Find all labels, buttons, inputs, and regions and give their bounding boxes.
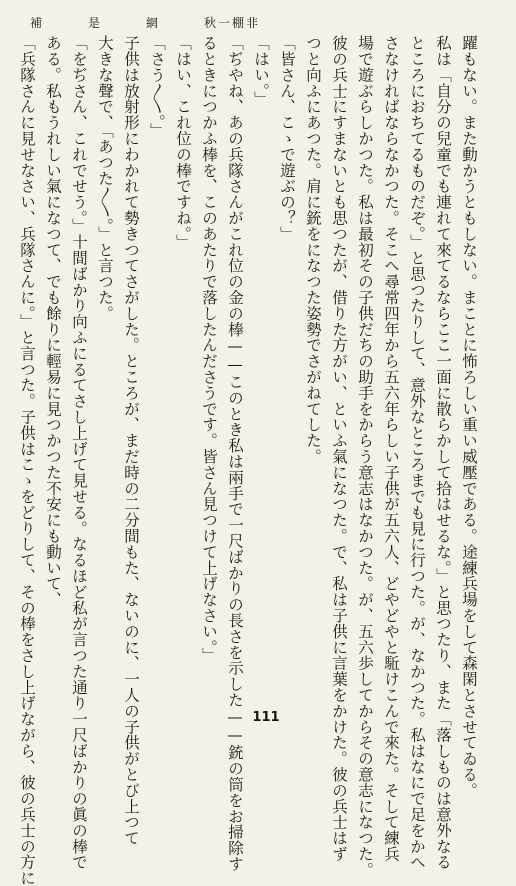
text-line: 「さう〳〵。」	[148, 35, 166, 139]
text-line: 私は「自分の兒童でも連れて來てるならここ一面に散らかして拾はせるな。」と思つたり、また「落しものは意外なる	[434, 35, 452, 870]
text-line: 「ぢやね、あの兵隊さんがこれ位の金の棒——このとき私は兩手で一尺ばかりの長さを示した——銃の筒をお掃除す	[226, 35, 244, 872]
header-right: 秋一棚非	[203, 15, 260, 30]
header-mid2: 網	[145, 15, 160, 30]
page-number: 111	[252, 710, 280, 725]
text-line: さなければならなかつた。そこへ尋常四年から五六年らしい子供が五六人、どやどやと駈けこんで來た。そして練兵	[382, 35, 400, 862]
text-line: 彼の兵士にすまないとも思つたが、借りた方がい、といふ氣になつた。で、私は子供に言葉をかけた。彼の兵士はず	[330, 35, 348, 862]
text-line: つと向ふにあつた。肩に銃をになつた姿勢でさがねてした。	[304, 35, 322, 465]
text-line: ある。私もうれしい氣になつて、でも餘りに輕易に見つかつた不安にも動いて、	[44, 35, 62, 608]
header-mid1: 是	[87, 15, 102, 30]
running-header	[30, 12, 260, 32]
text-line: 「皆さん、こゝで遊ぶの？」	[278, 35, 296, 242]
text-line: 「はい。」	[252, 35, 270, 107]
text-line: 大きな聲で、「あつた〳〵。」と言つた。	[96, 35, 114, 322]
text-line: 場で遊ぶらしかつた。私は最初その子供だちの助手をからう意志はなかつた。が、五六歩してからその意志になつた。	[356, 35, 374, 878]
text-line: 躍もない。また動かうともしない。まことに怖ろしい重い威壓である。途練兵場をして森閑とさせてゐる。	[460, 35, 478, 799]
text-line: 「はい、これ位の棒ですね。」	[174, 35, 192, 250]
text-line: るときにつかふ棒を、このあたりで落したんださうです。皆さん見つけて上げなさい。」	[200, 35, 218, 664]
text-line: 「兵隊さんに見せなさい、兵隊さんに。」と言つた。子供はこゝをどりして、その棒をさし上げながら、彼の兵士の方に	[18, 35, 36, 886]
header-left: 補	[30, 15, 45, 30]
text-line: ところにおちてるものだぞ。」と思つたりして、意外なところまでも見に行つた。が、なかつた。私はなにで足をかへ	[408, 35, 426, 870]
text-line: 子供は放射形にわかれて勢きつてさがした。ところが、まだ時の二分間もた、ないのに、一人の子供がとび上つて	[122, 35, 140, 846]
text-line: 「をぢさん、これでせう。」十間ばかり向ふにるてさし上げて見せる。なるほど私が言つた通り一尺ばかりの眞の棒で	[70, 35, 88, 870]
